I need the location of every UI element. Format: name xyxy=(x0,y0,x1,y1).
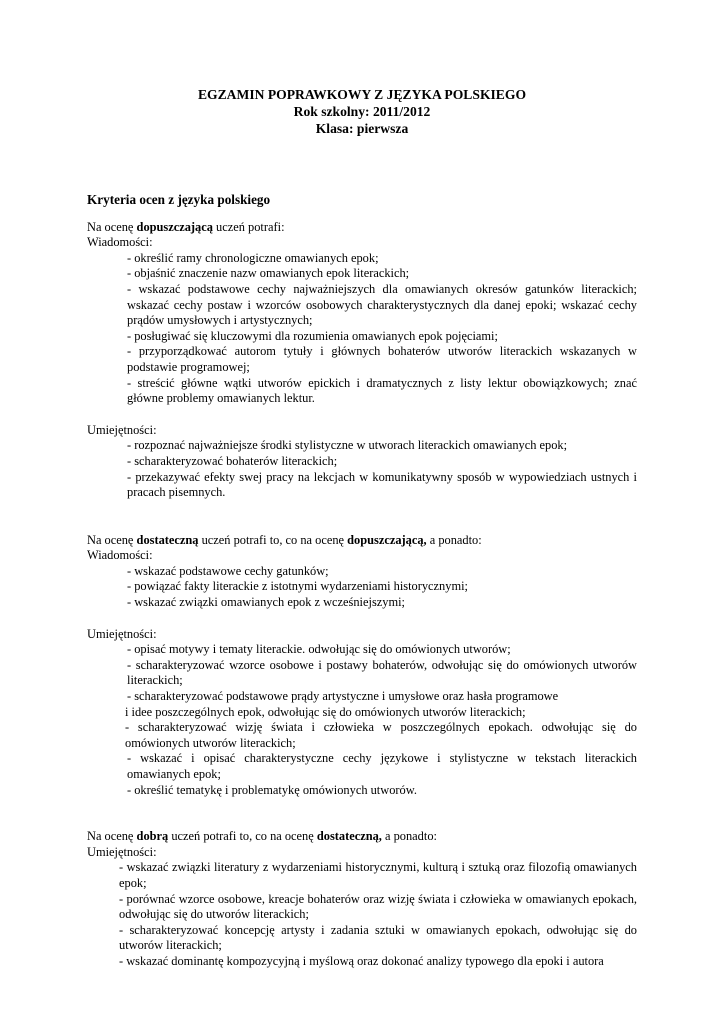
list-item: - rozpoznać najważniejsze środki stylistyczne w utworach literackich omawianych epok; xyxy=(127,438,568,453)
list-item: - wskazać związki omawianych epok z wcześniejszymi; xyxy=(127,595,405,610)
class-label: Klasa: pierwsza xyxy=(315,121,409,136)
list-item: - scharakteryzować podstawowe prądy artystyczne i umysłowe oraz hasła programowe xyxy=(127,689,559,704)
list-item: - określić tematykę i problematykę omówionych utworów. xyxy=(127,782,417,797)
list-item: - określić ramy chronologiczne omawianych epok; xyxy=(127,250,379,265)
list-item: - wskazać podstawowe cechy gatunków; xyxy=(127,563,329,578)
skills-label: Umiejętności: xyxy=(87,422,157,437)
list-item: - wskazać i opisać charakterystyczne cechy językowe i stylistyczne w tekstach literackich omawianych epok; xyxy=(127,751,637,781)
grade-dost-knowledge-list xyxy=(87,564,637,611)
grade-dost-intro: Na ocenę dostateczną uczeń potrafi to, co na ocenę dopuszczającą, a ponadto: xyxy=(87,532,482,547)
list-item: i idee poszczególnych epok, odwołując się do omówionych utworów literackich; xyxy=(125,704,526,719)
grade-dost-name: dostateczną xyxy=(136,532,199,547)
list-item: - scharakteryzować wzorce osobowe i postawy bohaterów, odwołując się do omówionych utworów literackich; xyxy=(127,657,637,688)
list-item: - objaśnić znaczenie nazw omawianych epok literackich; xyxy=(127,266,410,281)
list-item: - opisać motywy i tematy literackie. odwołując się do omówionych utworów; xyxy=(127,642,511,657)
list-item: - wskazać związki literatury z wydarzeniami historycznymi, kulturą i sztuką oraz filozofią omawianych epok; xyxy=(119,860,637,890)
list-item: - wskazać dominantę kompozycyjną i myślową oraz dokonać analizy typowego dla epoki i autora xyxy=(119,953,604,968)
grade-dop-knowledge-list xyxy=(87,251,637,407)
section-title: Kryteria ocen z języka polskiego xyxy=(87,192,271,207)
list-item: - scharakteryzować wizję świata i człowieka w poszczególnych epokach. odwołując się do omówionych utworów literackich; xyxy=(125,720,637,750)
list-item: - streścić główne wątki utworów epickich i dramatycznych z listy lektur obowiązkowych; znać główne problemy omawianych lektur. xyxy=(127,375,637,406)
skills-label: Umiejętności: xyxy=(87,844,157,859)
knowledge-label: Wiadomości: xyxy=(87,235,153,250)
exam-title: EGZAMIN POPRAWKOWY Z JĘZYKA POLSKIEGO xyxy=(197,87,527,102)
knowledge-label: Wiadomości: xyxy=(87,548,153,563)
school-year: Rok szkolny: 2011/2012 xyxy=(293,104,431,119)
grade-dobra-name: dobrą xyxy=(136,829,169,844)
list-item: - wskazać podstawowe cechy najważniejszych dla omawianych okresów gatunków literackich; wskazać cechy postaw i wzorców osobowych charakterystycznych dla danej epoki; wskazać cechy prądów umysłowych i artystycznych; xyxy=(127,281,637,328)
grade-dop-intro: Na ocenę dopuszczającą uczeń potrafi: xyxy=(87,219,285,234)
list-item: - powiązać fakty literackie z istotnymi wydarzeniami historycznymi; xyxy=(127,579,468,594)
list-item: - scharakteryzować bohaterów literackich; xyxy=(127,453,338,468)
list-item: - porównać wzorce osobowe, kreacje bohaterów oraz wizję świata i człowieka w omawianych epokach, odwołując się do utworów literackich; xyxy=(119,891,637,922)
grade-dost-skills-list xyxy=(87,642,637,798)
grade-dobra-skills-list xyxy=(87,860,637,969)
grade-dop-skills-list xyxy=(87,438,637,500)
grade-dobra-intro: Na ocenę dobrą uczeń potrafi to, co na ocenę dostateczną, a ponadto: xyxy=(87,829,437,844)
list-item: - scharakteryzować koncepcję artysty i zadania sztuki w omawianych epokach, odwołując się do utworów literackich; xyxy=(119,922,637,953)
list-item: - przekazywać efekty swej pracy na lekcjach w komunikatywny sposób w wypowiedziach ustnych i pracach pisemnych. xyxy=(127,469,637,500)
grade-dop-name: dopuszczającą xyxy=(136,219,213,234)
list-item: - przyporządkować autorom tytuły i głównych bohaterów utworów literackich wskazanych w podstawie programowej; xyxy=(127,344,637,374)
document-header xyxy=(87,86,637,137)
list-item: - posługiwać się kluczowymi dla rozumienia omawianych epok pojęciami; xyxy=(127,328,498,343)
skills-label: Umiejętności: xyxy=(87,626,157,641)
